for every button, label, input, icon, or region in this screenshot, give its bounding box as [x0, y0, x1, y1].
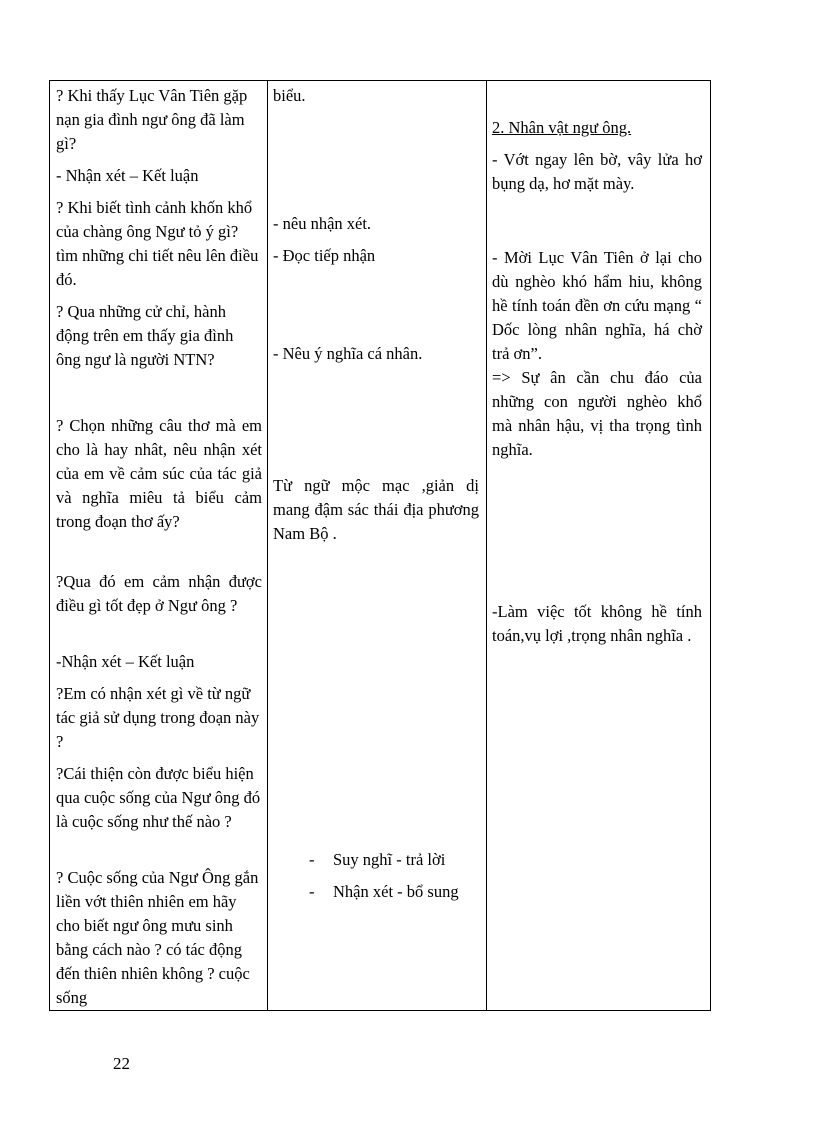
question-text: ?Cái thiện còn được biểu hiện qua cuộc sống của Ngư ông đó là cuộc sống như thế nào ?: [56, 764, 261, 831]
question-text: ? Khi thấy Lục Vân Tiên gặp nạn gia đình ngư ông đã làm gì?: [56, 86, 248, 153]
content-text: => Sự ân cần chu đáo của những con người nghèo khổ mà nhân hậu, vị tha trọng tình nghĩa.: [492, 368, 702, 459]
page-number: 22: [113, 1054, 130, 1073]
question-text: ?Qua đó em cảm nhận được điều gì tốt đẹp ở Ngư ông ?: [56, 572, 262, 615]
question-text: ? Chọn những câu thơ mà em cho là hay nhât, nêu nhận xét của em về cảm súc của tác giả và nghĩa miêu tả biểu cảm trong đoạn thơ ấy?: [56, 416, 262, 531]
question-text: -Nhận xét – Kết luận: [56, 652, 195, 671]
question-text: ? Khi biết tình cảnh khốn khổ của chàng ông Ngư tỏ ý gì? tìm những chi tiết nêu lên điều đó.: [56, 198, 259, 289]
teacher-questions-column: [56, 81, 262, 1010]
bullet-text: Nhận xét - bổ sung: [333, 882, 459, 901]
activity-text: - Đọc tiếp nhận: [273, 246, 376, 265]
bullet-dash: -: [309, 850, 315, 869]
list-item: [309, 848, 489, 872]
content-text: - Vớt ngay lên bờ, vây lửa hơ bụng dạ, hơ mặt mày.: [492, 150, 702, 193]
activity-text: - Nêu ý nghĩa cá nhân.: [273, 344, 423, 363]
question-text: ? Cuộc sống của Ngư Ông gắn liền vớt thiên nhiên em hãy cho biết ngư ông mưu sinh bằng cách nào ? có tác động đến thiên nhiên không ? cuộc sống: [56, 868, 259, 1007]
content-text: - Mời Lục Vân Tiên ở lại cho dù nghèo khó hẩm hiu, không hề tính toán đền ơn cứu mạng “ Dốc lòng nhân nghĩa, há chờ trả ơn”.: [492, 248, 702, 363]
activity-text: biểu.: [273, 86, 306, 105]
content-text: -Làm việc tốt không hề tính toán,vụ lợi ,trọng nhân nghĩa .: [492, 602, 702, 645]
bullet-dash: -: [309, 882, 315, 901]
section-heading: 2. Nhân vật ngư ông.: [492, 118, 632, 137]
list-item: [309, 880, 489, 904]
question-text: - Nhận xét – Kết luận: [56, 166, 199, 185]
bullet-text: Suy nghĩ - trả lời: [333, 850, 446, 869]
column-divider: [267, 81, 268, 1010]
activity-text: Từ ngữ mộc mạc ,giản dị mang đậm sác thái địa phương Nam Bộ .: [273, 476, 479, 543]
content-column: [492, 81, 702, 1010]
activity-text: - nêu nhận xét.: [273, 214, 372, 233]
question-text: ?Em có nhận xét gì về từ ngữ tác giả sử dụng trong đoạn này ?: [56, 684, 260, 751]
question-text: ? Qua những cử chỉ, hành động trên em thấy gia đình ông ngư là người NTN?: [56, 302, 234, 369]
lesson-table: [49, 80, 711, 1011]
student-activities-column: [273, 81, 479, 1010]
